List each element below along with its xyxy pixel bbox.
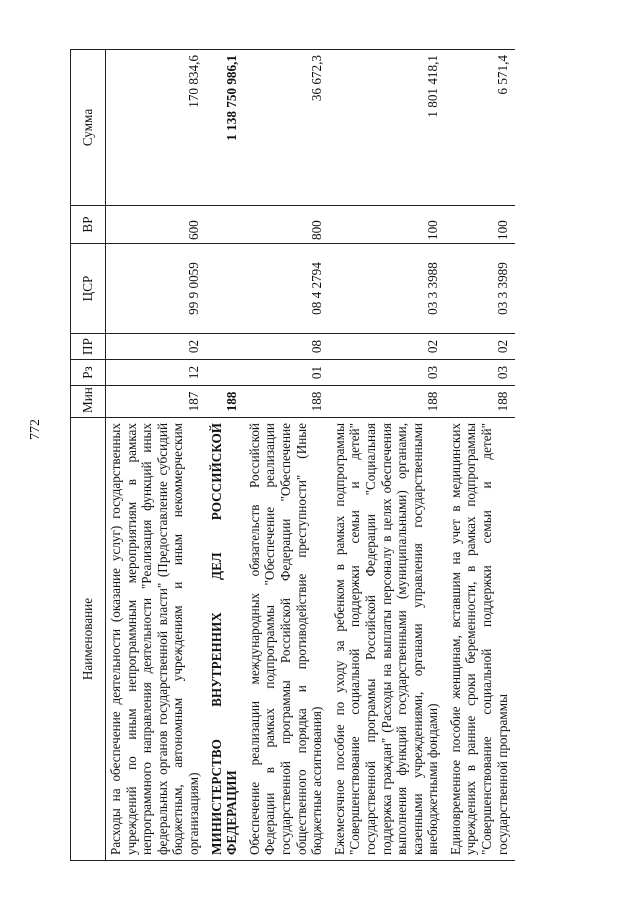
budget-table-page: [70, 50, 605, 861]
row-pr: 08: [245, 334, 330, 360]
row-sum: 170 834,6: [106, 50, 207, 206]
row-pr: 02: [330, 334, 446, 360]
row-rz: 03: [330, 360, 446, 386]
row-vr: 100: [446, 206, 515, 244]
header-pr: ПР: [71, 334, 106, 360]
row-csr: 08 4 2794: [245, 244, 330, 334]
row-min: 188: [446, 386, 515, 418]
row-rz: 01: [245, 360, 330, 386]
row-min: 188: [245, 386, 330, 418]
row-vr: 800: [245, 206, 330, 244]
table-row: [330, 50, 446, 861]
row-rz: 12: [106, 360, 207, 386]
row-name: Обеспечение реализации международных обязательств Российской Федерации в рамках подпрограммы "Обеспечение реализации государственной программы Российской Федерации "Обеспечение общественного порядка и противодействие преступности" (Иные бюджетные ассигнования): [245, 418, 330, 861]
row-min: 187: [106, 386, 207, 418]
row-min: 188: [207, 386, 245, 418]
header-rz: Рз: [71, 360, 106, 386]
table-row: [245, 50, 330, 861]
row-name: МИНИСТЕРСТВО ВНУТРЕННИХ ДЕЛ РОССИЙСКОЙ ФЕДЕРАЦИИ: [207, 418, 245, 861]
row-rz: [207, 360, 245, 386]
row-name: Расходы на обеспечение деятельности (оказание услуг) государственных учреждений по иным непрограммным мероприятиям в рамках непрограммного направления деятельности "Реализация функций иных федеральных органов государственной власти" (Предоставление субсидий бюджетным, автономным учреждениям и иным некоммерческим организациям): [106, 418, 207, 861]
row-pr: 02: [446, 334, 515, 360]
budget-table: [70, 49, 515, 861]
row-sum: 6 571,4: [446, 50, 515, 206]
header-sum: Сумма: [71, 50, 106, 206]
row-pr: 02: [106, 334, 207, 360]
row-name: Ежемесячное пособие по уходу за ребенком в рамках подпрограммы "Совершенствование социальной поддержки семьи и детей" государственной программы Российской Федерации "Социальная поддержка граждан" (Расходы на выплаты персоналу в целях обеспечения выполнения функций государственными (муниципальными) органами, казенными учреждениями, органами управления государственными внебюджетными фондами): [330, 418, 446, 861]
header-min: Мин: [71, 386, 106, 418]
header-vr: ВР: [71, 206, 106, 244]
table-header-row: [71, 50, 106, 861]
page-number: 772: [28, 419, 43, 440]
row-vr: [207, 206, 245, 244]
table-row: [207, 50, 245, 861]
row-min: 188: [330, 386, 446, 418]
header-name: Наименование: [71, 418, 106, 861]
header-csr: ЦСР: [71, 244, 106, 334]
row-csr: 03 3 3989: [446, 244, 515, 334]
row-vr: 100: [330, 206, 446, 244]
table-row: [446, 50, 515, 861]
row-sum: 36 672,3: [245, 50, 330, 206]
row-rz: 03: [446, 360, 515, 386]
row-vr: 600: [106, 206, 207, 244]
row-sum: 1 138 750 986,1: [207, 50, 245, 206]
row-csr: [207, 244, 245, 334]
row-sum: 1 801 418,1: [330, 50, 446, 206]
row-name: Единовременное пособие женщинам, вставшим на учет в медицинских учреждениях в ранние сроки беременности, в рамках подпрограммы "Совершенствование социальной поддержки семьи и детей" государственной программы: [446, 418, 515, 861]
table-row: [106, 50, 207, 861]
row-csr: 03 3 3988: [330, 244, 446, 334]
row-pr: [207, 334, 245, 360]
row-csr: 99 9 0059: [106, 244, 207, 334]
